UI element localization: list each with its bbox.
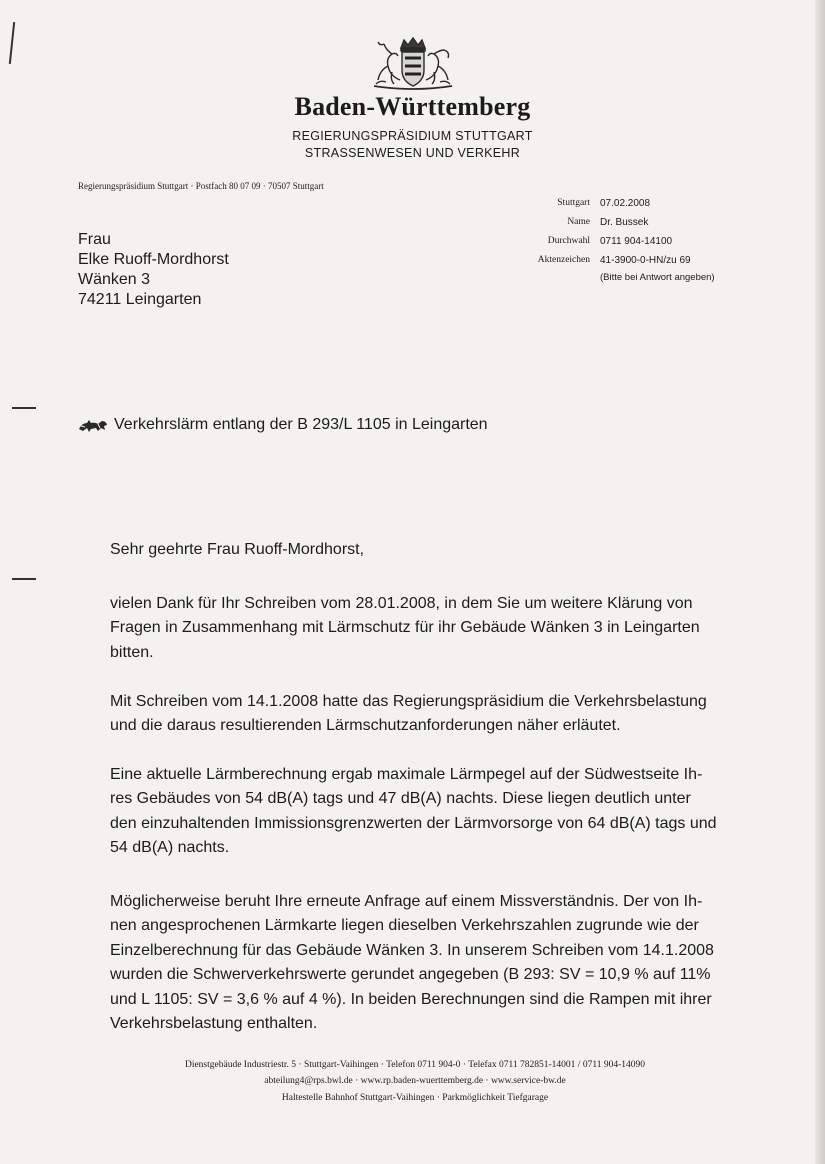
body-paragraph-2 <box>110 690 760 739</box>
state-name: Baden-Württemberg <box>294 92 531 121</box>
text-line: den einzuhaltenden Immissionsgrenzwerten der Lärmvorsorge von 64 dB(A) tags und <box>110 814 717 832</box>
division-name: STRASSENWESEN UND VERKEHR <box>304 146 521 160</box>
info-label: Aktenzeichen <box>537 255 590 265</box>
info-block <box>470 198 691 274</box>
info-row-name <box>470 217 691 236</box>
recipient-line: Elke Ruoff-Mordhorst <box>78 251 229 268</box>
text-line: bitten. <box>110 643 154 661</box>
recipient-line: 74211 Leingarten <box>78 291 202 308</box>
coat-of-arms-icon <box>370 36 456 90</box>
text-line: res Gebäudes von 54 dB(A) tags und 47 dB(A) nachts. Diese liegen deutlich unter <box>110 790 691 808</box>
info-label: Stuttgart <box>557 198 590 208</box>
body-paragraph-1 <box>110 592 760 665</box>
body-paragraph-4 <box>110 890 760 1036</box>
reference-note: (Bitte bei Antwort angeben) <box>600 272 715 283</box>
info-label: Durchwahl <box>547 236 590 246</box>
fold-mark-top <box>12 407 36 409</box>
subject-text: Verkehrslärm entlang der B 293/L 1105 in Leingarten <box>114 416 488 433</box>
scan-edge-shadow <box>815 0 825 1164</box>
text-line: Einzelberechnung für das Gebäude Wänken 3. In unserem Schreiben vom 14.1.2008 <box>110 941 714 959</box>
text-line: Eine aktuelle Lärmberechnung ergab maximale Lärmpegel auf der Südwestseite Ih- <box>110 766 703 783</box>
return-address: Regierungspräsidium Stuttgart · Postfach 80 07 09 · 70507 Stuttgart <box>78 181 324 191</box>
recipient-address <box>78 230 229 310</box>
info-row-phone <box>470 236 691 255</box>
info-label: Name <box>567 217 590 227</box>
info-value: 0711 904-14100 <box>600 236 673 247</box>
text-line: Möglicherweise beruht Ihre erneute Anfrage auf einem Missverständnis. Der von Ih- <box>110 893 703 910</box>
text-line: Mit Schreiben vom 14.1.2008 hatte das Regierungspräsidium die Verkehrsbelastung <box>110 693 707 710</box>
footer-transit: Haltestelle Bahnhof Stuttgart-Vaihingen · Parkmöglichkeit Tiefgarage <box>281 1093 549 1103</box>
info-value: Dr. Bussek <box>600 217 649 228</box>
text-line: nen angesprochenen Lärmkarte liegen dieselben Verkehrszahlen zugrunde wie der <box>110 917 699 935</box>
subject-line <box>78 416 488 434</box>
authority-name: REGIERUNGSPRÄSIDIUM STUTTGART <box>292 129 533 143</box>
recipient-line: Wänken 3 <box>78 271 151 288</box>
text-line: vielen Dank für Ihr Schreiben vom 28.01.2008, in dem Sie um weitere Klärung von <box>110 595 693 612</box>
info-value: 07.02.2008 <box>600 198 651 209</box>
info-row-date <box>470 198 691 217</box>
text-line: Verkehrsbelastung enthalten. <box>110 1015 318 1033</box>
lion-emblem-icon <box>78 417 108 433</box>
fold-mark-bottom <box>12 578 36 580</box>
text-line: Fragen in Zusammenhang mit Lärmschutz für ihr Gebäude Wänken 3 in Leingarten <box>110 619 700 637</box>
text-line: und L 1105: SV = 3,6 % auf 4 %). In beiden Berechnungen sind die Rampen mit ihrer <box>110 990 712 1008</box>
footer-address: Dienstgebäude Industriestr. 5 · Stuttgart-Vaihingen · Telefon 0711 904-0 · Telefax 0711 782851-14001 / 0711 904-14090 <box>184 1060 646 1070</box>
footer-contact: abteilung4@rps.bwl.de · www.rp.baden-wuerttemberg.de · www.service-bw.de <box>264 1076 566 1086</box>
text-line: und die daraus resultierenden Lärmschutzanforderungen näher erläutet. <box>110 717 621 735</box>
body-paragraph-3 <box>110 763 760 861</box>
recipient-line: Frau <box>78 231 111 248</box>
pen-mark <box>9 22 15 64</box>
text-line: 54 dB(A) nachts. <box>110 839 230 857</box>
salutation: Sehr geehrte Frau Ruoff-Mordhorst, <box>110 541 365 558</box>
info-value: 41-3900-0-HN/zu 69 <box>600 255 691 266</box>
text-line: wurden die Schwerverkehrswerte gerundet angegeben (B 293: SV = 10,9 % auf 11% <box>110 966 711 984</box>
